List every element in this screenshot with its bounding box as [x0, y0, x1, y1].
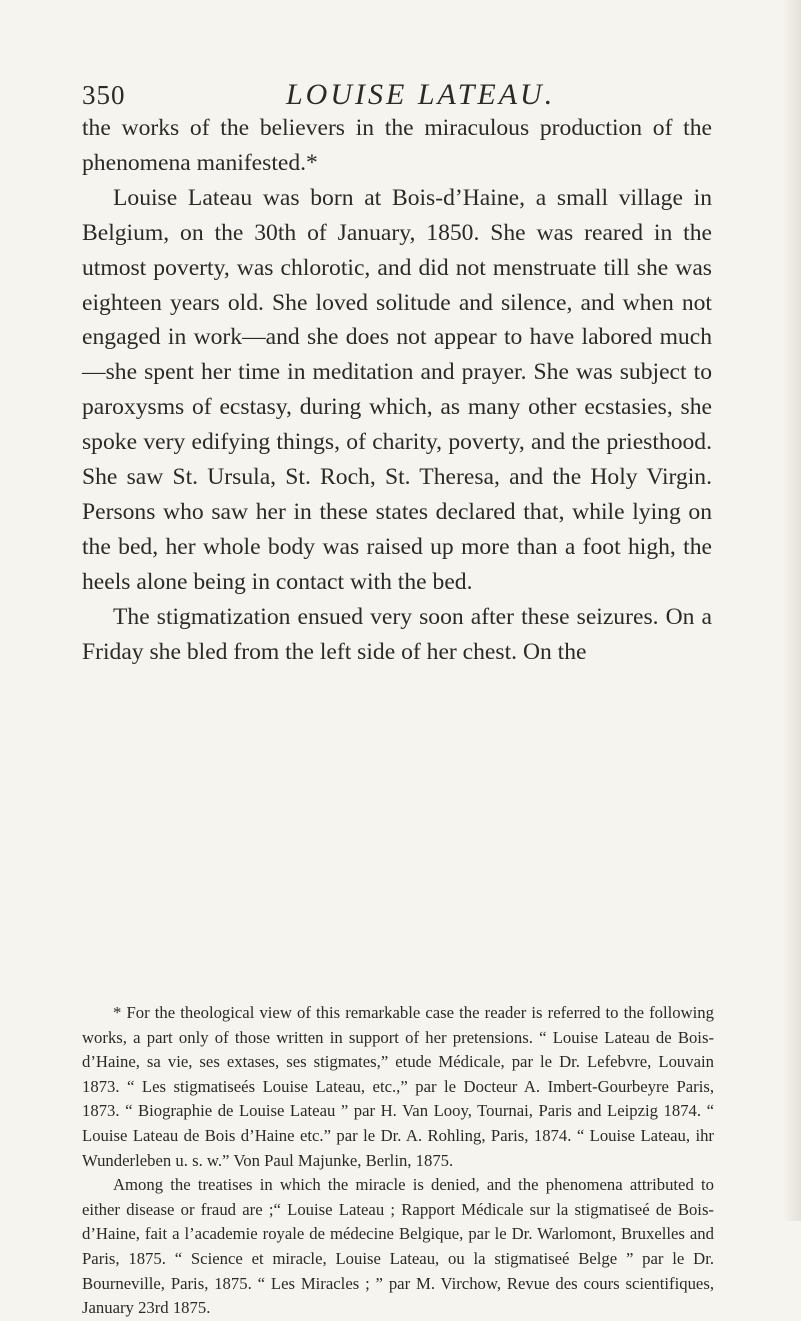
page-edge-shadow [783, 0, 801, 1221]
body-paragraph: The stigmatization ensued very soon after these seizures. On a Friday she bled from the left side of her chest. On the [82, 603, 712, 665]
footnote-paragraph: * For the theological view of this remarkable case the reader is referred to the following works, a part only of those written in support of her pretensions. “ Louise Lateau de Bois-d’Haine, sa vie, ses extases, ses stigmates,” etude Médicale, par le Dr. Lefebvre, Louvain 1873. “ Les stigmatiseés Louise Lateau, etc.,” par le Docteur A. Imbert-Gourbeyre Paris, 1873. “ Biographie de Louise Lateau ” par H. Van Looy, Tournai, Paris and Leipzig 1874. “ Louise Lateau de Bois d’Haine etc.” par le Dr. A. Rohling, Paris, 1874. “ Louise Lateau, ihr Wunderleben u. s. w.” Von Paul Majunke, Berlin, 1875. [82, 1003, 714, 1170]
footnote-paragraph: Among the treatises in which the miracle is denied, and the phenomena attributed to either disease or fraud are ;“ Louise Lateau ; Rapport Médicale sur la stigmatiseé de Bois-d’Haine, fait a l’academie royale de médecine Belgique, par le Dr. Warlomont, Bruxelles and Paris, 1875. “ Science et miracle, Louise Lateau, ou la stigmatiseé Belge ” par le Dr. Bourneville, Paris, 1875. “ Les Miracles ; ” par M. Virchow, Revue des cours scientifiques, January 23rd 1875. [82, 1175, 714, 1318]
footnotes [82, 1001, 714, 1321]
running-title: LOUISE LATEAU. [286, 78, 556, 111]
body-text [82, 111, 712, 670]
body-paragraph: Louise Lateau was born at Bois-d’Haine, a small village in Belgium, on the 30th of January, 1850. She was reared in the utmost poverty, was chlorotic, and did not menstruate till she was eighteen years old. She loved solitude and silence, and when not engaged in work—and she does not appear to have labored much—she spent her time in meditation and prayer. She was subject to paroxysms of ecstasy, during which, as many other ecstasies, she spoke very edifying things, of charity, poverty, and the priesthood. She saw St. Ursula, St. Roch, St. Theresa, and the Holy Virgin. Persons who saw her in these states declared that, while lying on the bed, her whole body was raised up more than a foot high, the heels alone being in contact with the bed. [82, 184, 712, 595]
body-paragraph: the works of the believers in the miraculous production of the phenomena manifested.* [82, 115, 712, 176]
page-number: 350 [82, 80, 126, 110]
